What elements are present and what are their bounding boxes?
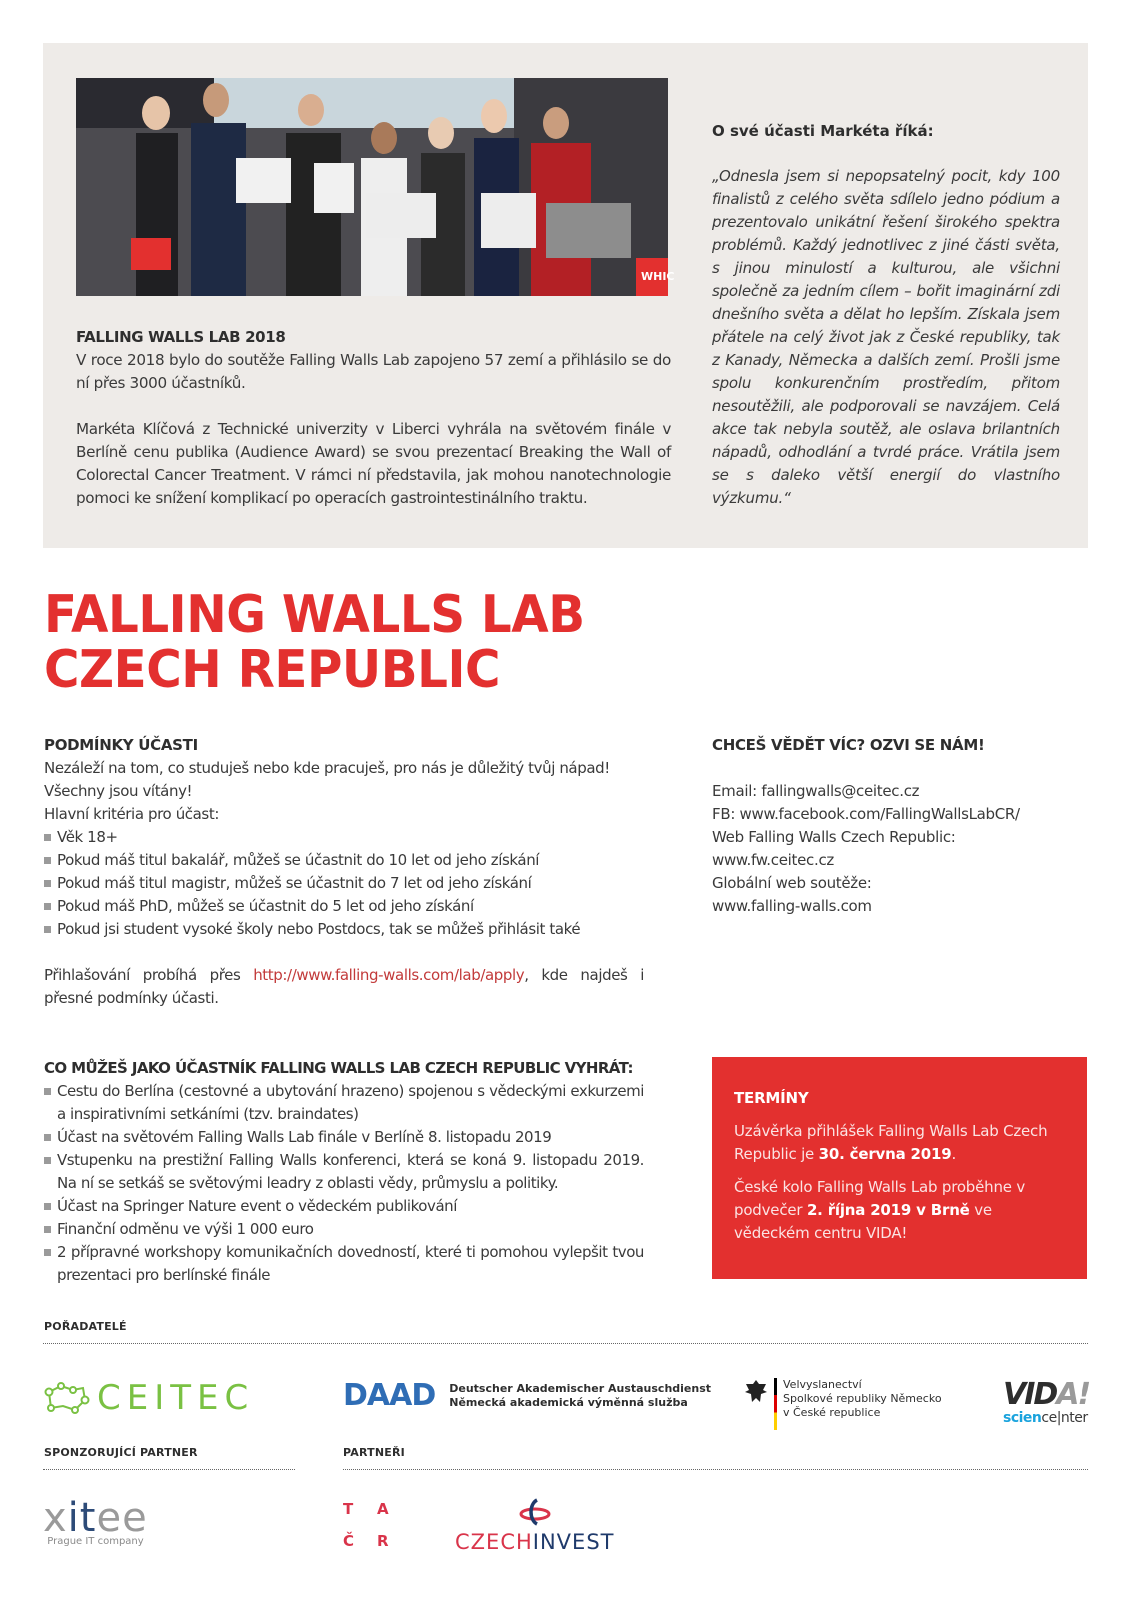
partners-divider <box>343 1469 1088 1470</box>
embassy-subtitle <box>783 1378 942 1420</box>
daad-wordmark: DAAD <box>343 1378 436 1413</box>
contact-web-label: Web Falling Walls Czech Republic: <box>712 828 956 846</box>
list-item: Pokud máš PhD, můžeš se účastnit do 5 let od jeho získání <box>44 895 644 918</box>
xitee-wordmark <box>43 1495 148 1541</box>
fwl-2018-title: FALLING WALLS LAB 2018 <box>76 328 286 346</box>
fwl-2018-paragraph: Markéta Klíčová z Technické univerzity v Liberci vyhrála na světovém finále v Berlíně cenu publika (Audience Award) se svou prezentací Breaking the Wall of Colorectal Cancer Treatment. V rámci ní představila, jak mohou nanotechnologie pomoci ke snížení komplikací po operacích gastrointestinálního traktu. <box>76 420 671 507</box>
title-line-1: FALLING WALLS LAB <box>44 585 585 645</box>
czechinvest-logo <box>455 1498 614 1554</box>
embassy-line: v České republice <box>783 1406 881 1419</box>
list-item: Pokud máš titul magistr, můžeš se účastnit do 7 let od jeho získání <box>44 872 644 895</box>
apply-paragraph <box>44 964 644 1010</box>
ceitec-wordmark: CEITEC <box>97 1378 255 1418</box>
german-flag-bar <box>774 1378 777 1430</box>
vida-part: VID <box>1003 1377 1057 1412</box>
daad-line: Německá akademická výměnná služba <box>449 1395 688 1409</box>
contact-global-label: Globální web soutěže: <box>712 874 872 892</box>
prizes-title: CO MŮŽEŠ JAKO ÚČASTNÍK FALLING WALLS LAB CZECH REPUBLIC VYHRÁT: <box>44 1059 633 1077</box>
quote-text: „Odnesla jsem si nepopsatelný pocit, kdy 100 finalistů z celého světa sdílelo jedno pódium a prezentovalo unikátní řešení širokého spektra problémů. Každý jednotlivec z jiné části světa, s jinou minulostí a kulturou, ale všichni společně za jedním cílem – bořit imaginární zdi dnešního světa a dělat ho lepším. Získala jsem přátele na celý život jak z České republiky, tak z Kanady, Německa a dalších zemí. Prošli jsme spolu konkurenčním prostředím, přitom nesoutěžili, ale podporovali se navzájem. Celá akce tak nebyla soutěž, ale oslava brilantních nápadů, odhodlání a tvrdé práce. Vrátila jsem se s daleko větší energií do vlastního výzkumu.“ <box>712 167 1060 507</box>
tacr-letter: R <box>377 1532 389 1550</box>
red-sign <box>131 238 171 270</box>
xitee-part: x <box>43 1495 68 1541</box>
vida-subtitle <box>1003 1410 1089 1426</box>
conditions-section <box>44 734 644 1010</box>
list-item: Finanční odměnu ve výši 1 000 euro <box>44 1218 644 1241</box>
partners-label: PARTNEŘI <box>343 1446 405 1459</box>
vida-part: A! <box>1056 1377 1090 1412</box>
quote-title: O své účasti Markéta říká: <box>712 122 934 140</box>
deadlines-box <box>712 1057 1087 1279</box>
daad-line: Deutscher Akademischer Austauschdienst <box>449 1381 712 1395</box>
conditions-title: PODMÍNKY ÚČASTI <box>44 736 198 754</box>
finalists-photo <box>76 78 675 296</box>
apply-link[interactable]: http://www.falling-walls.com/lab/apply <box>253 966 525 984</box>
round-text: České kolo Falling Walls Lab proběhne v podvečer <box>734 1178 1026 1219</box>
page-title <box>44 585 625 700</box>
contact-title: CHCEŠ VĚDĚT VÍC? OZVI SE NÁM! <box>712 736 985 754</box>
list-item: Pokud máš titul bakalář, můžeš se účastnit do 10 let od jeho získání <box>44 849 644 872</box>
deadline-text: Uzávěrka přihlášek Falling Walls Lab Czech Republic je <box>734 1122 1048 1163</box>
vida-logo <box>1003 1377 1090 1426</box>
embassy-line: Velvyslanectví <box>783 1378 862 1391</box>
conditions-intro: Hlavní kritéria pro účast: <box>44 805 219 823</box>
xitee-tagline: Prague IT company <box>47 1536 144 1547</box>
marketa-quote <box>712 120 1060 510</box>
xitee-part: ee <box>96 1495 148 1541</box>
sponsor-label: SPONZORUJÍCÍ PARTNER <box>44 1446 198 1459</box>
contact-email[interactable]: Email: fallingwalls@ceitec.cz <box>712 782 920 800</box>
embassy-line: Spolkové republiky Německo <box>783 1392 942 1405</box>
round-date: 2. října 2019 v Brně <box>806 1201 970 1219</box>
deadline-text: . <box>951 1145 957 1163</box>
ceitec-molecule-icon <box>43 1382 89 1414</box>
list-item: Pokud jsi student vysoké školy nebo Postdocs, tak se můžeš přihlásit také <box>44 918 644 941</box>
prizes-section <box>44 1057 644 1287</box>
czechinvest-swirl-icon <box>515 1498 555 1526</box>
tacr-letter: Č <box>343 1532 355 1550</box>
organizers-divider <box>43 1343 1088 1344</box>
czechinvest-part: INVEST <box>532 1530 615 1554</box>
deadline-date: 30. června 2019 <box>818 1145 952 1163</box>
contact-web-link[interactable]: www.fw.ceitec.cz <box>712 851 834 869</box>
list-item: Účast na Springer Nature event o vědeckém publikování <box>44 1195 644 1218</box>
daad-subtitle <box>449 1382 711 1410</box>
xitee-part: it <box>67 1495 97 1541</box>
organizers-label: POŘADATELÉ <box>44 1320 127 1333</box>
vida-sub-part: scien <box>1003 1410 1042 1426</box>
title-line-2: CZECH REPUBLIC <box>44 640 501 700</box>
daad-logo <box>343 1378 711 1413</box>
deadline-round <box>734 1176 1067 1245</box>
deadlines-title: TERMÍNY <box>734 1089 809 1107</box>
conditions-intro: Nezáleží na tom, co studuješ nebo kde pracuješ, pro nás je důležitý tvůj nápad! <box>44 759 610 777</box>
list-item: Vstupenku na prestižní Falling Walls konferenci, která se koná 9. listopadu 2019. Na ní se setkáš se světovými leadry z oblasti vědy, průmyslu a politiky. <box>44 1149 644 1195</box>
tacr-letter: T <box>343 1500 354 1518</box>
list-item: Věk 18+ <box>44 826 644 849</box>
fwl-2018-section <box>76 326 671 510</box>
criteria-list <box>44 826 644 941</box>
czechinvest-wordmark <box>455 1530 614 1554</box>
tacr-letter: A <box>377 1500 389 1518</box>
contact-global-link[interactable]: www.falling-walls.com <box>712 897 872 915</box>
apply-suffix: , kde najdeš i přesné podmínky účasti. <box>44 966 644 1007</box>
sponsor-divider <box>43 1469 295 1470</box>
eagle-icon <box>744 1378 768 1406</box>
xitee-logo <box>43 1495 148 1547</box>
list-item: 2 přípravné workshopy komunikačních dovedností, které ti pomohou vylepšit tvou prezentaci pro berlínské finále <box>44 1241 644 1287</box>
fwl-2018-paragraph: V roce 2018 bylo do soutěže Falling Walls Lab zapojeno 57 zemí a přihlásilo se do ní přes 3000 účastníků. <box>76 351 671 392</box>
vida-wordmark <box>1003 1377 1090 1412</box>
backdrop-text: WHIC <box>641 270 675 283</box>
tacr-logo <box>343 1500 397 1550</box>
ceitec-logo <box>43 1378 254 1418</box>
deadline-application <box>734 1120 1067 1166</box>
czechinvest-part: CZECH <box>455 1530 533 1554</box>
conditions-intro: Všechny jsou vítány! <box>44 782 193 800</box>
list-item: Účast na světovém Falling Walls Lab finále v Berlíně 8. listopadu 2019 <box>44 1126 644 1149</box>
prizes-list <box>44 1080 644 1287</box>
contact-section <box>712 734 1072 918</box>
apply-prefix: Přihlašování probíhá přes <box>44 966 254 984</box>
contact-facebook[interactable]: FB: www.facebook.com/FallingWallsLabCR/ <box>712 805 1020 823</box>
german-embassy-logo <box>744 1378 942 1430</box>
list-item: Cestu do Berlína (cestovné a ubytování hrazeno) spojenou s vědeckými exkurzemi a inspirativními setkáními (tzv. braindates) <box>44 1080 644 1126</box>
round-text: ve vědeckém centru VIDA! <box>734 1201 992 1242</box>
vida-sub-part: ce|nter <box>1041 1410 1088 1426</box>
